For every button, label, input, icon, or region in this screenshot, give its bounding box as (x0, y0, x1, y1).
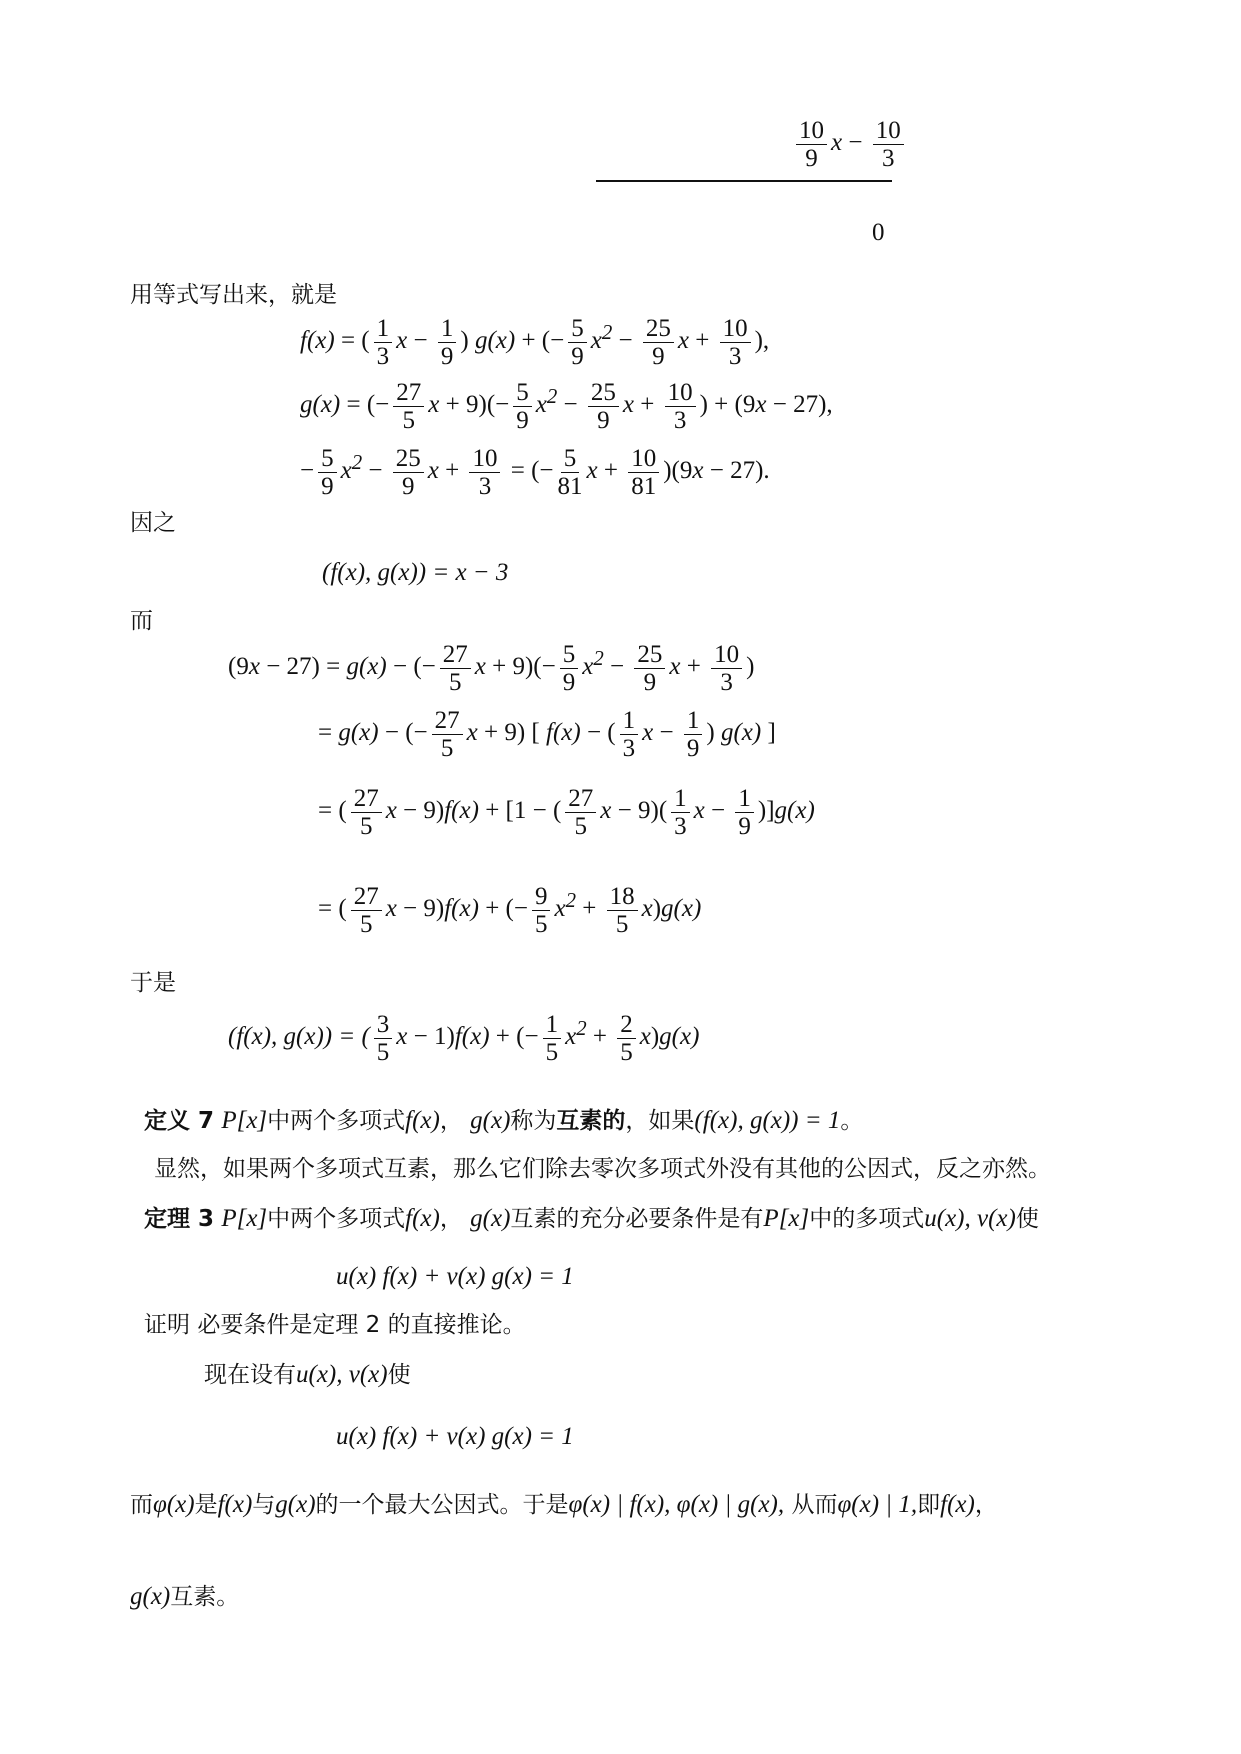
derivation-4: = ( $\frac{27}{5}$ x − 9)f(x) + (− $\frac{9}{5}$ $x^2$ + $\frac{18}{5}$ x)g(x) (318, 883, 702, 938)
bezout-identity-1: u(x) f(x) + v(x) g(x) = 1 (336, 1263, 574, 1290)
derivation-3: = ( $\frac{27}{5}$ x − 9)f(x) + [1 − ( $\frac{27}{5}$ x − 9)( $\frac{1}{3}$ x − $\frac{1}{9}$ )]g(x) (318, 785, 815, 840)
derivation-2: = g(x) − (− $\frac{27}{5}$ x + 9) [ f(x) − ( $\frac{1}{3}$ x − $\frac{1}{9}$ ) g(x) ] (318, 707, 776, 762)
division-rule (596, 180, 892, 182)
yushi-text: 于是 (130, 970, 176, 996)
definition-7: 定义 7 P[x]中两个多项式f(x)， g(x)称为互素的，如果(f(x), g(x)) = 1。 (144, 1107, 864, 1134)
yinzhi-text: 因之 (130, 510, 176, 536)
proof-line-3: 而φ(x)是f(x)与g(x)的一个最大公因式。于是φ(x) | f(x), φ(x) | g(x), 从而φ(x) | 1,即f(x)， (130, 1491, 998, 1518)
equation-3: − $\frac{5}{9}$ $x^2$ − $\frac{25}{9}$ x + $\frac{10}{3}$ = (− $\frac{5}{81}$ x + $\frac{10}{81}$ )(9x − 27). (300, 445, 770, 500)
bezout-identity-2: u(x) f(x) + v(x) g(x) = 1 (336, 1423, 574, 1450)
definition-label: 定义 7 (144, 1108, 215, 1134)
intro-text: 用等式写出来，就是 (130, 282, 337, 308)
remark-text: 显然，如果两个多项式互素，那么它们除去零次多项式外没有其他的公因式，反之亦然。 (154, 1156, 1051, 1182)
equation-1: f(x) = ( $\frac{1}{3}$ x − $\frac{1}{9}$ ) g(x) + (− $\frac{5}{9}$ $x^2$ − $\frac{25}{9}$ x + $\frac{10}{3}$ ), (300, 315, 770, 370)
er-text: 而 (130, 608, 153, 634)
proof-line-1: 证明 必要条件是定理 2 的直接推论。 (144, 1312, 526, 1338)
theorem-label: 定理 3 (144, 1206, 215, 1232)
division-last-term: $\frac{10}{9}$ x − $\frac{10}{3}$ (792, 118, 908, 171)
gcd-result: (f(x), g(x)) = x − 3 (322, 559, 509, 586)
division-remainder: 0 (872, 219, 885, 246)
theorem-3: 定理 3 P[x]中两个多项式f(x)， g(x)互素的充分必要条件是有P[x]中的多项式u(x), v(x)使 (144, 1205, 1039, 1232)
proof-line-4: g(x)互素。 (130, 1583, 240, 1610)
derivation-1: (9x − 27) = g(x) − (− $\frac{27}{5}$ x + 9)(− $\frac{5}{9}$ $x^2$ − $\frac{25}{9}$ x + $\frac{10}{3}$ ) (228, 641, 755, 696)
definition-term: 互素的 (556, 1108, 626, 1134)
proof-line-2: 现在设有u(x), v(x)使 (204, 1361, 411, 1388)
proof-label: 证明 (144, 1312, 190, 1338)
final-combination: (f(x), g(x)) = ( $\frac{3}{5}$ x − 1)f(x) + (− $\frac{1}{5}$ $x^2$ + $\frac{2}{5}$ x)g(x) (228, 1011, 700, 1066)
equation-2: g(x) = (− $\frac{27}{5}$ x + 9)(− $\frac{5}{9}$ $x^2$ − $\frac{25}{9}$ x + $\frac{10}{3}$ ) + (9x − 27), (300, 379, 833, 434)
